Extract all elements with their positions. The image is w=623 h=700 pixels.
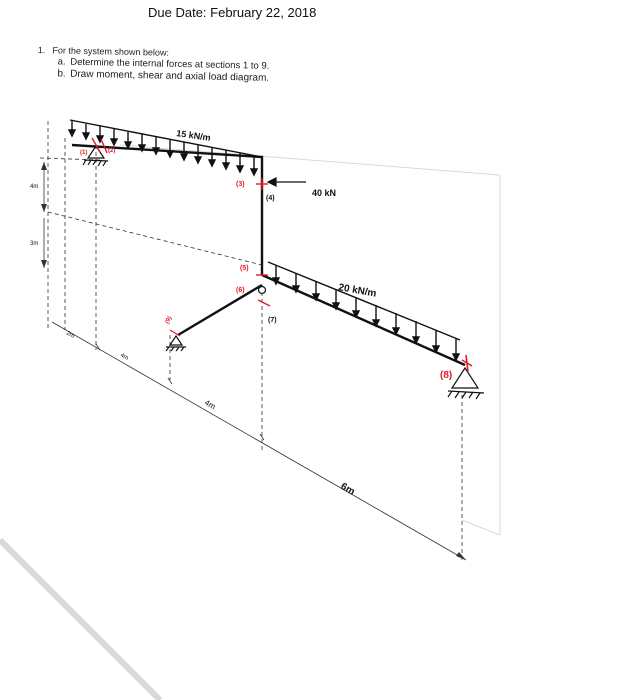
due-date: Due Date: February 22, 2018 [148, 5, 317, 20]
section-label-9: (9) [164, 315, 174, 325]
problem-text: For the system shown below: [52, 45, 170, 58]
frame-members [72, 145, 465, 365]
dimension-arrows [41, 162, 466, 560]
section-label-6: (6) [236, 287, 245, 294]
distributed-load-right [268, 262, 460, 360]
section-label-4: (4) [266, 195, 275, 202]
dim-label-6m: 6m [338, 481, 357, 498]
section-label-1: (1) [80, 150, 88, 156]
section-label-8: (8) [440, 370, 453, 381]
part-a-text: Determine the internal forces at sections 1 to 9. [70, 56, 270, 72]
left-pin-support [83, 146, 108, 166]
section-label-7: (7) [268, 317, 277, 324]
diagonal-support [166, 336, 186, 351]
load-label-15: 15 kN/m [175, 128, 212, 143]
part-b-letter: b. [57, 68, 66, 80]
hinge-junction [259, 287, 266, 294]
point-load-40 [268, 178, 306, 186]
section-label-3: (3) [236, 181, 245, 188]
section-marks-3-4 [256, 178, 268, 190]
diagonal-member [178, 285, 262, 335]
top-beam-and-column [72, 145, 262, 275]
part-b-text: Draw moment, shear and axial load diagram. [70, 68, 270, 84]
dim-label-2m: 2m [65, 330, 76, 340]
dim-label-4m-b: 4m [203, 397, 218, 412]
section-label-5: (5) [240, 265, 249, 272]
point-load-label: 40 kN [312, 188, 337, 198]
section-mark-9 [170, 330, 180, 336]
right-pin-support [448, 368, 484, 399]
problem-number: 1. [37, 44, 46, 56]
part-a-letter: a. [57, 56, 66, 68]
page-edge-lines [0, 145, 500, 700]
dim-label-3m-vertical: 3m [30, 241, 39, 247]
load-label-20: 20 kN/m [337, 282, 378, 300]
dimension-lines [40, 121, 466, 560]
dim-label-4m-a: 4m [119, 352, 130, 362]
dim-label-4m-vertical: 4m [30, 184, 39, 190]
section-label-2: (2) [108, 148, 116, 154]
